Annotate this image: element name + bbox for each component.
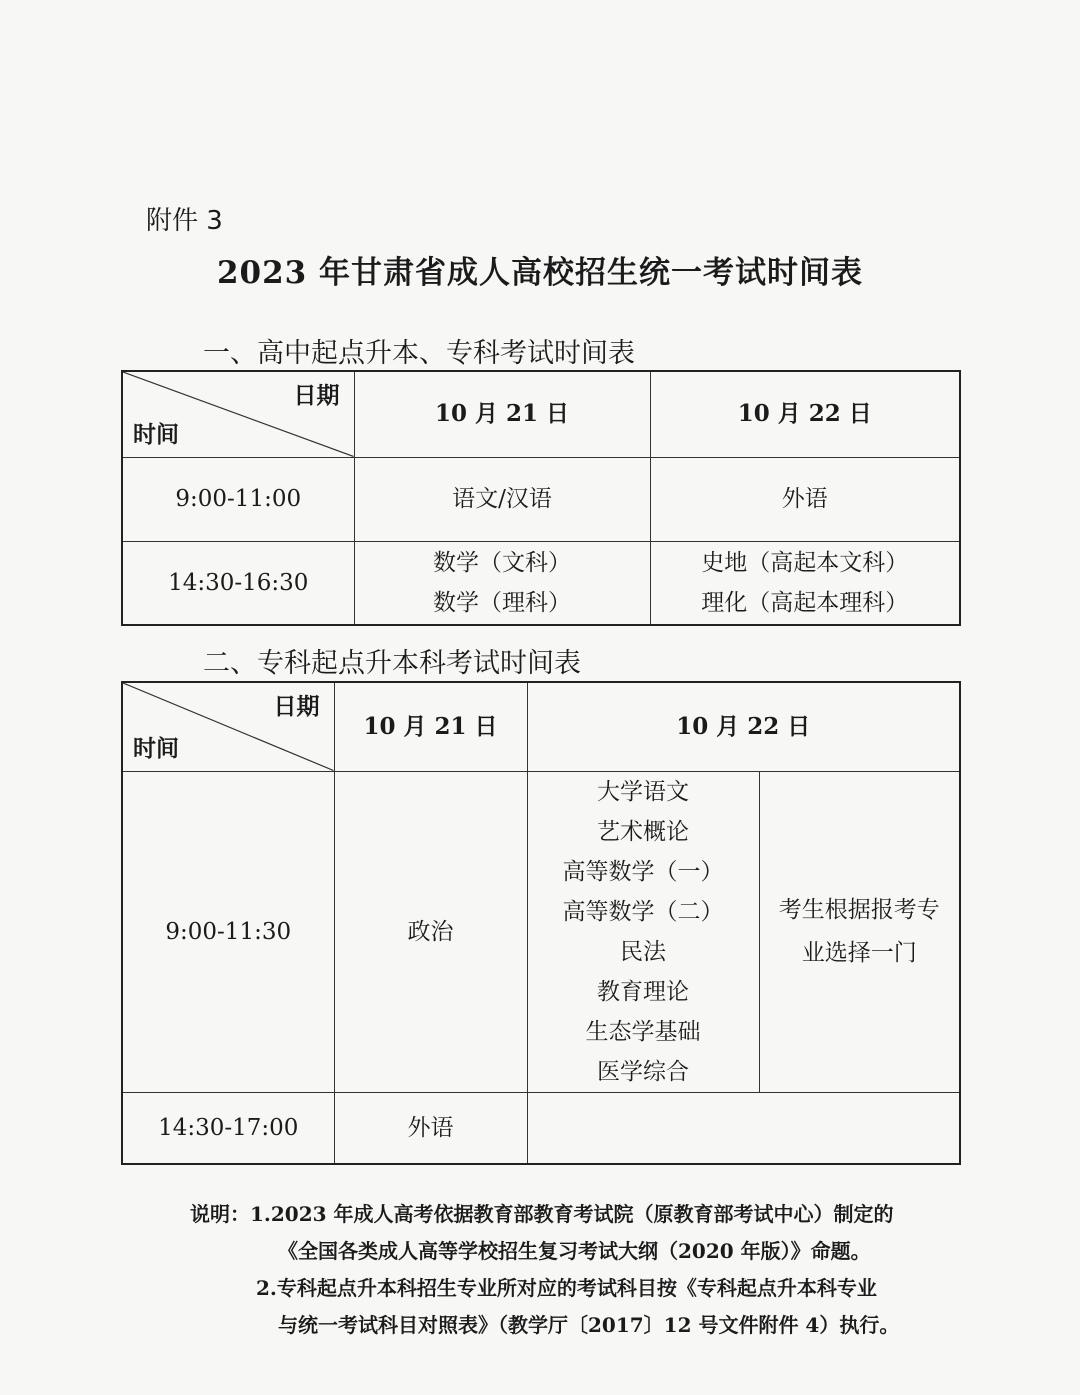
section2-heading: 二、专科起点升本科考试时间表	[203, 648, 581, 679]
attachment-label: 附件 3	[146, 206, 223, 236]
corner-header-cell	[122, 371, 354, 457]
note-line-1: 说明：1.2023 年成人高考依据教育部教育考试院（原教育部考试中心）制定的	[190, 1202, 894, 1226]
time-cell: 9:00-11:00	[122, 457, 354, 541]
time-cell: 14:30-17:00	[122, 1092, 334, 1164]
subject-line: 教育理论	[597, 978, 689, 1005]
subject-line: 高等数学（二）	[562, 898, 724, 925]
subject-line: 大学语文	[597, 778, 689, 805]
subject-cell: 外语	[334, 1092, 527, 1164]
corner-date-label: 日期	[293, 383, 340, 409]
note-line-2: 《全国各类成人高等学校招生复习考试大纲（2020 年版）》命题。	[278, 1239, 871, 1263]
subject-line: 医学综合	[597, 1058, 689, 1085]
corner-time-label: 时间	[133, 735, 179, 762]
schedule-table-2	[121, 681, 961, 1165]
corner-date-label: 日期	[273, 694, 320, 720]
subject-line: 高等数学（一）	[562, 858, 724, 885]
empty-cell	[527, 1092, 960, 1164]
note-line-3: 2.专科起点升本科招生专业所对应的考试科目按《专科起点升本科专业	[256, 1276, 877, 1300]
subject-list-cell	[527, 771, 759, 1092]
subject-cell	[650, 541, 960, 625]
date-header-2: 10 月 22 日	[527, 682, 960, 771]
subject-cell: 语文/汉语	[354, 457, 650, 541]
note-line: 业选择一门	[801, 939, 917, 966]
corner-header-cell	[122, 682, 334, 771]
note-line-4: 与统一考试科目对照表》（教学厅〔2017〕12 号文件附件 4）执行。	[278, 1313, 900, 1337]
subject-cell: 外语	[650, 457, 960, 541]
time-cell: 9:00-11:30	[122, 771, 334, 1092]
date-header-2: 10 月 22 日	[650, 371, 960, 457]
date-header-1: 10 月 21 日	[354, 371, 650, 457]
date-header-1: 10 月 21 日	[334, 682, 527, 771]
subject-line: 数学（文科）	[433, 549, 571, 576]
section1-heading: 一、高中起点升本、专科考试时间表	[203, 338, 635, 369]
note-line: 考生根据报考专	[778, 896, 940, 923]
corner-time-label: 时间	[133, 421, 179, 448]
subject-line: 史地（高起本文科）	[701, 549, 909, 576]
subject-line: 艺术概论	[597, 818, 689, 845]
subject-cell: 政治	[334, 771, 527, 1092]
subject-line: 数学（理科）	[433, 589, 571, 616]
subject-cell	[354, 541, 650, 625]
subject-line: 生态学基础	[585, 1018, 701, 1045]
subject-line: 理化（高起本理科）	[701, 589, 909, 616]
notes-block	[190, 1196, 950, 1344]
subject-line: 民法	[620, 938, 666, 965]
schedule-table-1	[121, 370, 961, 626]
time-cell: 14:30-16:30	[122, 541, 354, 625]
page-title: 2023 年甘肃省成人高校招生统一考试时间表	[216, 255, 864, 291]
selection-note-cell	[759, 771, 960, 1092]
